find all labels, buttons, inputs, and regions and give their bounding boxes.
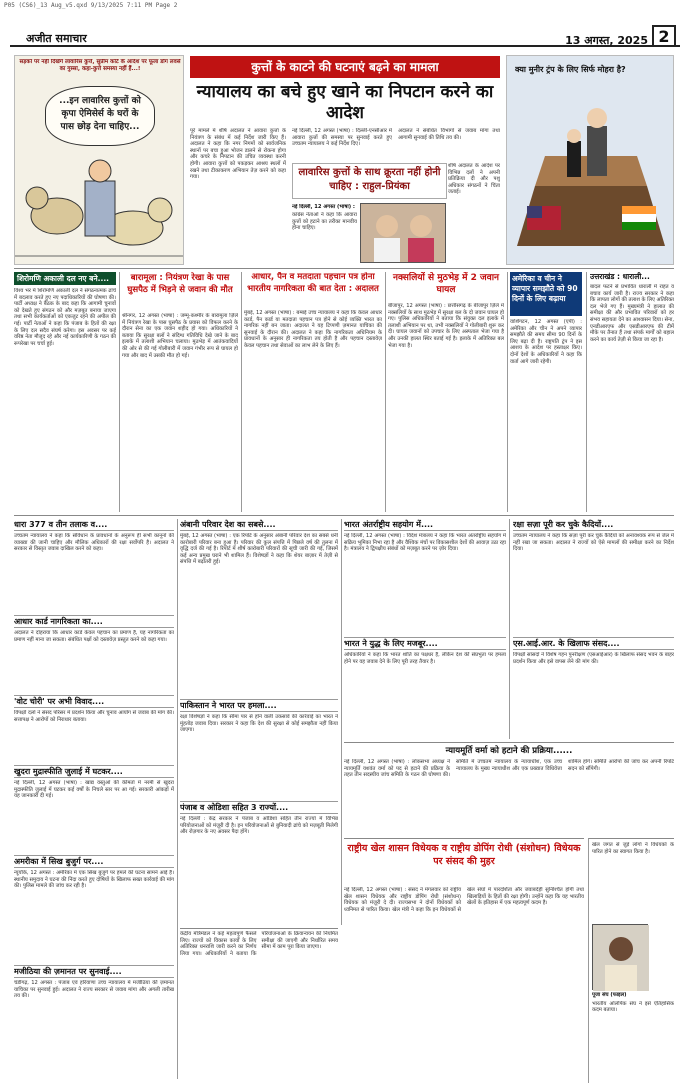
col1-item: [14, 615, 174, 695]
page-number: 2: [652, 25, 676, 47]
lead-body-col2: नई दिल्ली, 12 अगस्त (भाषा) : दिल्ली-एनसीआर में आवारा कुत्तों की समस्या पर सुनवाई करते हुए उच्चतम न्यायालय ने कई निर्देश दिए।: [292, 128, 392, 148]
cartoon-left-drawing: [15, 146, 184, 264]
divider-v4: [177, 519, 178, 1079]
player-photo: [592, 924, 648, 990]
story-left: [14, 272, 116, 512]
col4-body: उच्चतम न्यायालय ने कहा कि सज़ा पूरी कर चुके कैदियों को अनावश्यक रूप से जेल में नहीं रखा जा सकता। अदालत ने राज्यों को ऐसे मामलों की समीक्षा करने का निर्देश दिया।: [513, 533, 674, 553]
cartoon-right-title: क्या मुनीर ट्रंप के लिए सिर्फ मोहरा है?: [515, 65, 626, 74]
col1-body: नई दिल्ली, 12 अगस्त (भाषा) : खाद्य वस्तुओं की कीमतों में नरमी से खुदरा मुद्रास्फीति जुलाई में घटकर कई वर्षों के निचले स्तर पर आ गई। सरकारी आंकड़ों में यह जानकारी दी गई।: [14, 780, 174, 800]
lead-kicker-bar: [190, 56, 500, 78]
col2-continuation: केंद्रीय मंत्रिमंडल ने कई महत्वपूर्ण फैसले लिए। राज्यों को विकास कार्यों के लिए अतिरिक्त धनराशि जारी करने का निर्णय लिया गया। अधिकारियों ने बताया कि परियोजनाओं के क्रियान्वयन की नियमित समीक्षा की जाएगी और निर्धारित समय सीमा में काम पूरा किया जाएगा।: [180, 931, 338, 957]
story-mid3-title: नक्सलियों से मुठभेड़ में 2 जवान घायल: [392, 273, 500, 295]
col1-body: उच्चतम न्यायालय ने कहा कि संविधान के प्रावधानों के अनुरूप ही सभी कानूनों की व्याख्या की जानी चाहिए और मौलिक अधिकारों की रक्षा सर्वोपरि है। अदालत ने सरकार से विस्तृत जवाब दाखिल करने को कहा।: [14, 533, 174, 553]
col2-title: अंबानी परिवार देश का सबसे....: [180, 519, 338, 531]
cartoon-speech-bubble: ...इन लावारिस कुत्तों को कृपा ऐमिसेर्स के घरों के पास छोड़ देना चाहिए...: [45, 86, 155, 146]
photo-caption: पूजा संघ (फाइल): [592, 992, 627, 998]
col4: [509, 519, 674, 739]
story-mid1-title: बारामूला : नियंत्रण रेखा के पास घुसपैठ में भिड़ने से जवान की मौत: [127, 273, 233, 295]
col1: [14, 519, 174, 1079]
col1-title: 'वोट चोरी' पर अभी विवाद....: [14, 695, 174, 708]
col2-body: नई दिल्ली : केंद्र सरकार ने पंजाब व ओडिशा सहित तीन राज्यों में विभिन्न परियोजनाओं को मंज़ूरी दी है। इन परियोजनाओं से बुनियादी ढांचे को मज़बूती मिलेगी और रोज़गार के नए अवसर पैदा होंगे।: [180, 816, 338, 836]
print-slug: P05 (CS6)_13 Aug_v5.qxd 9/13/2025 7:11 PM Page 2: [4, 2, 178, 9]
story-mid4-body: वाशिंगटन, 12 अगस्त (एपी) : अमेरिका और चीन ने अपने व्यापार समझौते की समय सीमा 90 दिनों के लिए बढ़ा दी है। राष्ट्रपति ट्रंप ने इस आशय के आदेश पर हस्ताक्षर किए। दोनों देशों के अधिकारियों ने कहा कि वार्ता आगे जारी रहेगी।: [510, 319, 582, 365]
story-left-body: विश्व भर में शिरोमणि अकाली दल ने संगठनात्मक ढांचे में बदलाव करते हुए नए पदाधिकारियों की घोषणा की। पार्टी अध्यक्ष ने बैठक के बाद कहा कि आगामी चुनावों को देखते हुए संगठन को और मज़बूत बनाया जाएगा तथा सभी कार्यकर्ताओं को एकजुट रहने की अपील की गई। पार्टी नेताओं ने कहा कि पंजाब के हितों की रक्षा के लिए दल सदैव संघर्ष करेगा। इस अवसर पर कई वरिष्ठ नेता मौजूद रहे और नई कार्यकारिणी के गठन की रूपरेखा पर चर्चा हुई।: [14, 288, 116, 347]
col1-title: मजीठिया की ज़मानत पर सुनवाई....: [14, 965, 174, 978]
photo-block-body: खेल जगत से जुड़े लोगों ने विधेयकों के पारित होने का स्वागत किया है।: [592, 842, 674, 855]
cartoon-left-caption: सड़कों पर नहीं दिखेंगे लावारिस कुत्ते, सुप्रीम कोर्ट के आदेश पर फूला डॉग लवर्स का गुस्सा, कहा-कुत्ते समस्या नहीं हैं...!: [19, 59, 181, 72]
lead-kicker: कुत्तों के काटने की घटनाएं बढ़ने का मामला: [251, 60, 439, 74]
divider-mid: [14, 515, 674, 516]
story-mid3-body: बीजापुर, 12 अगस्त (भाषा) : छत्तीसगढ़ के बीजापुर ज़िले में नक्सलियों के साथ मुठभेड़ में सुरक्षा बल के दो जवान घायल हो गए। पुलिस अधिकारियों ने बताया कि संयुक्त दल इलाके में तलाशी अभियान पर था, तभी नक्सलियों ने गोलीबारी शुरू कर दी। घायल जवानों को उपचार के लिए अस्पताल भेजा गया है और उनकी हालत स्थिर बताई गई है। इलाके में अतिरिक्त बल भेजा गया है।: [388, 303, 504, 349]
col1-title: धारा 377 व तीन तलाक व....: [14, 519, 174, 531]
col2-body: मुंबई, 12 अगस्त (भाषा) : एक रिपोर्ट के अनुसार अंबानी परिवार देश का सबसे धनी कारोबारी परिवार बना हुआ है। परिवार की कुल संपत्ति में पिछले वर्ष की तुलना में वृद्धि दर्ज की गई है। रिपोर्ट में शीर्ष कारोबारी परिवारों की सूची जारी की गई, जिसमें कई अन्य प्रमुख घराने भी शामिल हैं। विशेषज्ञों ने कहा कि शेयर बाज़ार में तेज़ी से संपत्ति में बढ़ोतरी हुई।: [180, 533, 338, 566]
divider-col2-bottom: [180, 928, 338, 929]
story-mid4-box: [510, 272, 582, 512]
col4-title: रक्षा सज़ा पूरी कर चुके कैदियों....: [513, 519, 674, 531]
col3: [344, 519, 506, 739]
col1-item: [14, 519, 174, 615]
issue-date: 13 अगस्त, 2025: [565, 34, 648, 47]
lead-subhead: लावारिस कुत्तों के साथ क्रूरता नहीं होनी चाहिए : राहुल-प्रियंका: [298, 167, 441, 192]
cartoon-left: [14, 55, 184, 265]
col2-body: रक्षा विशेषज्ञों ने कहा कि सीमा पार से होने वाली उकसावे की कार्रवाई का भारत ने मुंहतोड़ जवाब दिया। सरकार ने कहा कि देश की सुरक्षा से कोई समझौता नहीं किया जाएगा।: [180, 714, 338, 734]
lead-headline: न्यायालय का बचे हुए खाने का निपटान करने का आदेश: [196, 82, 494, 123]
col1-body: न्यूयॉर्क, 12 अगस्त : अमेरिका में एक सिख बुजुर्ग पर हमले की घटना सामने आई है। स्थानीय समुदाय ने घटना की निंदा करते हुए दोषियों के खिलाफ सख्त कार्रवाई की मांग की। पुलिस मामले की जांच कर रही है।: [14, 870, 174, 890]
col1-item: [14, 695, 174, 765]
col1-title: अमरीका में सिख बुजुर्ग पर....: [14, 855, 174, 868]
col2-item: [180, 699, 338, 801]
divider-top: [14, 268, 674, 269]
photo-block: [588, 838, 674, 1083]
sports-body: नई दिल्ली, 12 अगस्त (भाषा) : संसद ने मंगलवार को राष्ट्रीय खेल शासन विधेयक और राष्ट्रीय डोपिंग रोधी (संशोधन) विधेयक को मंज़ूरी दे दी। राज्यसभा ने दोनों विधेयकों को ध्वनिमत से पारित किया। खेल मंत्री ने कहा कि इन विधेयकों से खेल संघों में पारदर्शिता और जवाबदेही सुनिश्चित होगी तथा खिलाड़ियों के हितों की रक्षा होगी। उन्होंने कहा कि यह भारतीय खेलों के इतिहास में एक महत्वपूर्ण कदम है।: [344, 887, 584, 913]
col3-title: भारत अंतर्राष्ट्रीय सहयोग में....: [344, 519, 506, 531]
newspaper-name: अजीत समाचार: [26, 32, 87, 45]
divider-v3: [385, 272, 386, 512]
chessboard-drawing: [507, 86, 674, 264]
story-mid2-body: मुंबई, 12 अगस्त (भाषा) : बम्बई उच्च न्यायालय ने कहा कि केवल आधार कार्ड, पैन कार्ड या मतदाता पहचान पत्र होने से कोई व्यक्ति भारत का नागरिक नहीं बन जाता। अदालत ने यह टिप्पणी ज़मानत याचिका की सुनवाई के दौरान की। अदालत ने कहा कि नागरिकता अधिनियम के प्रावधानों के अनुसार ही नागरिकता तय होती है और पहचान दस्तावेज़ केवल पहचान तथा सेवाओं का लाभ लेने के लिए हैं।: [244, 310, 382, 349]
person-icon: [593, 925, 649, 991]
col1-item: [14, 855, 174, 965]
lead-body-col4: शीर्ष अदालत के आदेश पर विभिन्न दलों ने अपनी प्रतिक्रिया दी और पशु अधिकार संगठनों ने चिंता जताई।: [448, 163, 500, 196]
photo-block-body2: भारतीय ओलंपिक संघ ने इसे ऐतिहासिक कदम बताया।: [592, 1000, 674, 1014]
portrait-icon: [361, 204, 446, 263]
col1-title: आधार कार्ड नागरिकता का....: [14, 615, 174, 628]
col1-item: [14, 765, 174, 855]
story-mid4-title: अमेरिका व चीन ने व्यापार समझौते को 90 दिनों के लिए बढ़ाया: [510, 272, 582, 316]
col2-title: पाकिस्तान ने भारत पर हमला....: [180, 699, 338, 712]
sports-block: [344, 838, 584, 1083]
col3-title: भारत ने युद्ध के लिए मजबूर....: [344, 637, 506, 650]
justice-title: न्यायमूर्ति वर्मा को हटाने की प्रक्रिया......: [445, 746, 573, 756]
sports-title: राष्ट्रीय खेल शासन विधेयक व राष्ट्रीय डोपिंग रोधी (संशोधन) विधेयक पर संसद की मुहर: [347, 843, 581, 867]
col1-title: खुदरा मुद्रास्फीति जुलाई में घटकर....: [14, 765, 174, 778]
masthead: [10, 11, 680, 47]
rahul-priyanka-photo: [360, 203, 446, 263]
uttarakhand-body: बादल फटने से प्रभावित धाराली में राहत व बचाव कार्य जारी है। राज्य सरकार ने कहा कि लापता लोगों की तलाश के लिए अतिरिक्त दल भेजे गए हैं। मुख्यमंत्री ने हालात की समीक्षा की और प्रभावित परिवारों को हर संभव सहायता देने का आश्वासन दिया। सेना, एनडीआरएफ और एसडीआरएफ की टीमें मौके पर तैनात हैं तथा संपर्क मार्गों को बहाल करने का कार्य तेज़ी से किया जा रहा है।: [590, 284, 674, 343]
col2-item: [180, 519, 338, 699]
story-mid3: [388, 272, 504, 512]
lead-subbody: कांग्रेस नेताओं ने कहा कि आवारा कुत्तों को हटाने का तरीका मानवीय होना चाहिए।: [292, 212, 357, 232]
col3-body: अधिकारियों ने कहा कि भारत शांति का पक्षधर है, लेकिन देश की संप्रभुता पर हमला होने पर वह जवाब देने के लिए पूरी तरह तैयार है।: [344, 652, 506, 665]
lead-sub-dateline: नई दिल्ली, 12 अगस्त (भाषा) :: [292, 204, 355, 210]
col1-body: अदालत ने दोहराया कि आधार कार्ड केवल पहचान का प्रमाण है, यह नागरिकता का प्रमाण नहीं माना जा सकता। संबंधित पक्षों को दस्तावेज़ प्रस्तुत करने को कहा गया।: [14, 630, 174, 643]
story-mid1-body: श्रीनगर, 12 अगस्त (भाषा) : जम्मू-कश्मीर के बारामूला ज़िले में नियंत्रण रेखा के पास घुसपैठ के प्रयास को विफल करने के दौरान सेना का एक जवान शहीद हो गया। अधिकारियों ने बताया कि सुरक्षा बलों ने संदिग्ध गतिविधि देखे जाने के बाद इलाके में तलाशी अभियान चलाया। मुठभेड़ में आतंकवादियों की ओर से की गई गोलीबारी में जवान गंभीर रूप से घायल हो गया और बाद में उसकी मौत हो गई।: [122, 313, 238, 359]
col1-item: [14, 965, 174, 1075]
story-left-titlebar: शिरोमणि अकाली दल नए बने....: [14, 272, 116, 285]
justice-block: [344, 745, 674, 835]
uttarakhand-title: उत्तराखंड : धाराली...: [590, 272, 650, 281]
story-mid1: [122, 272, 238, 512]
lead-body-col3: अदालत ने संबंधित विभागों से जवाब मांगा तथा आगामी सुनवाई की तिथि तय की।: [398, 128, 500, 141]
col1-body: विपक्षी दलों ने संसद परिसर में प्रदर्शन किया और चुनाव आयोग से जवाब की मांग की। सत्तापक्ष ने आरोपों को निराधार बताया।: [14, 710, 174, 723]
divider-v1: [119, 272, 120, 512]
divider-v2: [241, 272, 242, 512]
divider-v5: [341, 519, 342, 925]
story-mid2: [244, 272, 382, 512]
justice-body: नई दिल्ली, 12 अगस्त (भाषा) : लोकसभा अध्यक्ष ने न्यायमूर्ति यशवंत वर्मा को पद से हटाने की प्रक्रिया के तहत तीन सदस्यीय जांच समिति के गठन की घोषणा की। समिति में उच्चतम न्यायालय के न्यायाधीश, एक उच्च न्यायालय के मुख्य न्यायाधीश और एक प्रख्यात विधिवेत्ता शामिल होंगे। समिति आरोपों की जांच कर अपनी रिपोर्ट सदन को सौंपेगी।: [344, 759, 674, 779]
uttarakhand-box: [586, 272, 674, 512]
col2-item: [180, 801, 338, 923]
story-mid4: [507, 272, 509, 512]
divider-justice: [344, 742, 674, 743]
lead-body-col1: पूरे मामले में शीर्ष अदालत ने आवारा कुत्तों के नियंत्रण के संबंध में कई निर्देश जारी किए हैं। अदालत ने कहा कि नगर निगमों को सार्वजनिक स्थानों पर बचा हुआ भोजन डालने से रोकना होगा और कचरे के निपटान की उचित व्यवस्था करनी होगी। आवारा कुत्तों को पकड़कर आश्रय स्थलों में रखने तथा टीकाकरण अभियान तेज़ करने को कहा गया।: [190, 128, 286, 181]
col1-body: चंडीगढ़, 12 अगस्त : पंजाब एवं हरियाणा उच्च न्यायालय में मजीठिया की ज़मानत याचिका पर सुनवाई हुई। अदालत ने राज्य सरकार से जवाब मांगा और अगली तारीख तय की।: [14, 980, 174, 1000]
col3-body: नई दिल्ली, 12 अगस्त (भाषा) : विदेश मंत्रालय ने कहा कि भारत अंतर्राष्ट्रीय सहयोग में सक्रिय भूमिका निभा रहा है और वैश्विक मंचों पर विकासशील देशों की आवाज़ उठा रहा है। मंत्रालय ने द्विपक्षीय संबंधों को मज़बूत करने पर ज़ोर दिया।: [344, 533, 506, 553]
col4-title: एस.आई.आर. के खिलाफ संसद....: [513, 637, 674, 650]
cartoon-right: [506, 55, 674, 265]
col2-title: पंजाब व ओडिशा सहित 3 राज्यों....: [180, 801, 338, 814]
col4-body: विपक्षी सांसदों ने विशेष गहन पुनरीक्षण (एसआईआर) के खिलाफ संसद भवन के बाहर प्रदर्शन किया और इसे वापस लेने की मांग की।: [513, 652, 674, 665]
lead-subhead-box: [292, 163, 447, 199]
story-mid2-title: आधार, पैन व मतदाता पहचान पत्र होना भारतीय नागरिकता की बात देता : अदालत: [247, 272, 379, 294]
col2: [180, 519, 338, 925]
